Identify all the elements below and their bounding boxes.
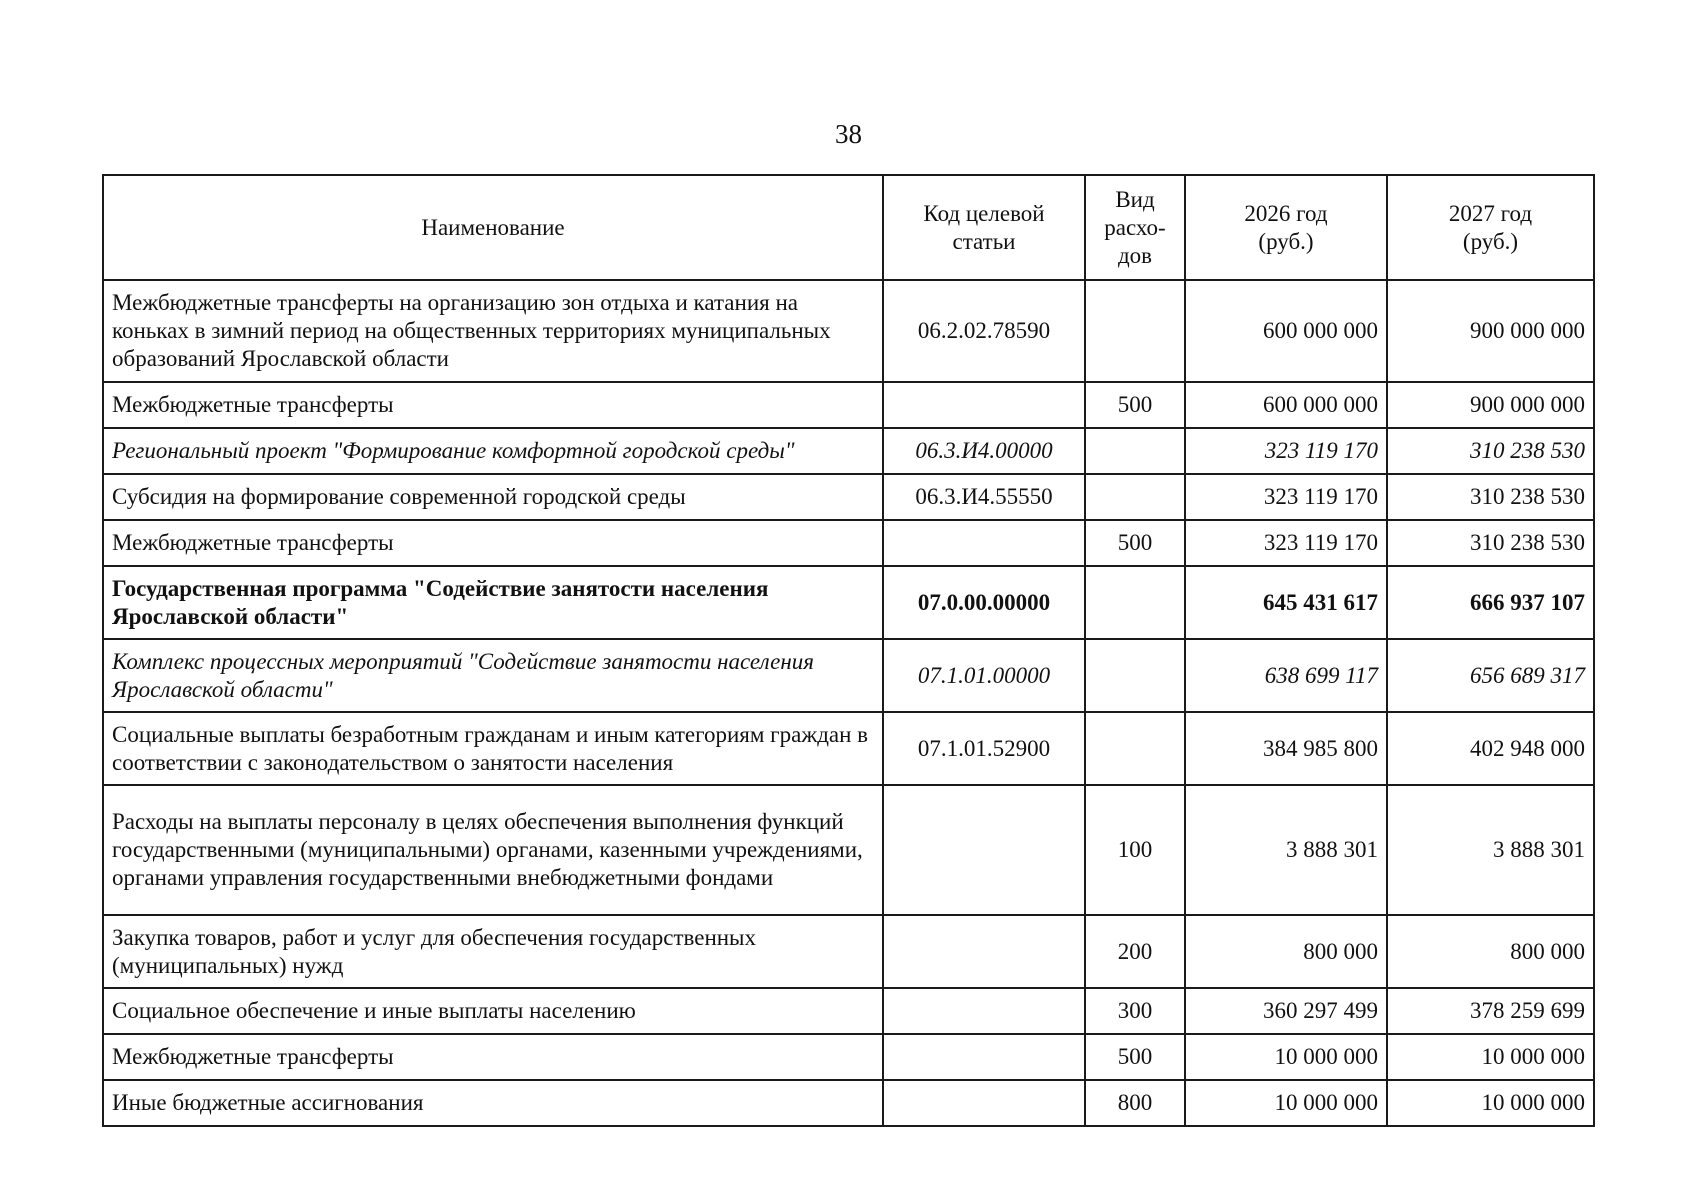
cell-2027: 310 238 530 bbox=[1387, 474, 1594, 520]
table-header bbox=[103, 175, 1594, 280]
cell-2026: 3 888 301 bbox=[1185, 785, 1387, 915]
cell-code: 07.1.01.00000 bbox=[883, 639, 1085, 712]
cell-2027: 378 259 699 bbox=[1387, 988, 1594, 1034]
cell-2026: 323 119 170 bbox=[1185, 474, 1387, 520]
cell-2027: 900 000 000 bbox=[1387, 382, 1594, 428]
table-row bbox=[103, 280, 1594, 382]
cell-name: Региональный проект "Формирование комфортной городской среды" bbox=[103, 428, 883, 474]
header-2026: 2026 год (руб.) bbox=[1185, 175, 1387, 280]
cell-2027: 3 888 301 bbox=[1387, 785, 1594, 915]
cell-code: 06.3.И4.00000 bbox=[883, 428, 1085, 474]
cell-2027: 402 948 000 bbox=[1387, 712, 1594, 785]
cell-code bbox=[883, 1034, 1085, 1080]
cell-type: 500 bbox=[1085, 382, 1185, 428]
header-2027: 2027 год (руб.) bbox=[1387, 175, 1594, 280]
table-row bbox=[103, 785, 1594, 915]
cell-2026: 323 119 170 bbox=[1185, 428, 1387, 474]
cell-type bbox=[1085, 280, 1185, 382]
cell-name: Расходы на выплаты персоналу в целях обеспечения выполнения функций государственными (муниципальными) органами, казенными учреждениями, органами управления государственными внебюджетными фондами bbox=[103, 785, 883, 915]
page-number: 38 bbox=[835, 119, 862, 149]
cell-name: Социальные выплаты безработным гражданам и иным категориям граждан в соответствии с законодательством о занятости населения bbox=[103, 712, 883, 785]
cell-type: 100 bbox=[1085, 785, 1185, 915]
cell-code bbox=[883, 915, 1085, 988]
cell-2026: 384 985 800 bbox=[1185, 712, 1387, 785]
table-row bbox=[103, 988, 1594, 1034]
cell-name: Межбюджетные трансферты bbox=[103, 382, 883, 428]
cell-code bbox=[883, 988, 1085, 1034]
cell-2027: 656 689 317 bbox=[1387, 639, 1594, 712]
cell-2026: 10 000 000 bbox=[1185, 1080, 1387, 1126]
cell-name: Субсидия на формирование современной городской среды bbox=[103, 474, 883, 520]
cell-code: 06.3.И4.55550 bbox=[883, 474, 1085, 520]
table-row bbox=[103, 712, 1594, 785]
table-row bbox=[103, 1080, 1594, 1126]
cell-2027: 666 937 107 bbox=[1387, 566, 1594, 639]
cell-code bbox=[883, 785, 1085, 915]
cell-type: 800 bbox=[1085, 1080, 1185, 1126]
table-body bbox=[103, 280, 1594, 1126]
cell-2026: 600 000 000 bbox=[1185, 280, 1387, 382]
table-row bbox=[103, 1034, 1594, 1080]
table-row bbox=[103, 382, 1594, 428]
cell-code bbox=[883, 1080, 1085, 1126]
table-row bbox=[103, 520, 1594, 566]
cell-code: 06.2.02.78590 bbox=[883, 280, 1085, 382]
cell-2027: 310 238 530 bbox=[1387, 428, 1594, 474]
cell-name: Межбюджетные трансферты bbox=[103, 520, 883, 566]
table-row bbox=[103, 639, 1594, 712]
budget-table bbox=[102, 174, 1595, 1127]
table-row bbox=[103, 915, 1594, 988]
cell-name: Межбюджетные трансферты bbox=[103, 1034, 883, 1080]
table-row bbox=[103, 428, 1594, 474]
cell-type bbox=[1085, 428, 1185, 474]
header-row bbox=[103, 175, 1594, 280]
cell-2027: 10 000 000 bbox=[1387, 1034, 1594, 1080]
cell-2027: 900 000 000 bbox=[1387, 280, 1594, 382]
cell-code bbox=[883, 520, 1085, 566]
cell-name: Закупка товаров, работ и услуг для обеспечения государственных (муниципальных) нужд bbox=[103, 915, 883, 988]
cell-type bbox=[1085, 566, 1185, 639]
cell-type: 500 bbox=[1085, 520, 1185, 566]
table-row bbox=[103, 474, 1594, 520]
cell-type: 500 bbox=[1085, 1034, 1185, 1080]
cell-2026: 360 297 499 bbox=[1185, 988, 1387, 1034]
cell-name: Государственная программа "Содействие занятости населения Ярославской области" bbox=[103, 566, 883, 639]
cell-name: Иные бюджетные ассигнования bbox=[103, 1080, 883, 1126]
cell-2026: 10 000 000 bbox=[1185, 1034, 1387, 1080]
cell-2027: 800 000 bbox=[1387, 915, 1594, 988]
cell-type bbox=[1085, 474, 1185, 520]
cell-2026: 638 699 117 bbox=[1185, 639, 1387, 712]
cell-type bbox=[1085, 712, 1185, 785]
header-type: Вид расхо-дов bbox=[1085, 175, 1185, 280]
cell-code: 07.1.01.52900 bbox=[883, 712, 1085, 785]
header-name: Наименование bbox=[103, 175, 883, 280]
cell-type: 300 bbox=[1085, 988, 1185, 1034]
cell-name: Межбюджетные трансферты на организацию зон отдыха и катания на коньках в зимний период на общественных территориях муниципальных образований Ярославской области bbox=[103, 280, 883, 382]
cell-2026: 800 000 bbox=[1185, 915, 1387, 988]
cell-2026: 645 431 617 bbox=[1185, 566, 1387, 639]
cell-2026: 600 000 000 bbox=[1185, 382, 1387, 428]
cell-name: Социальное обеспечение и иные выплаты населению bbox=[103, 988, 883, 1034]
cell-2027: 10 000 000 bbox=[1387, 1080, 1594, 1126]
cell-name: Комплекс процессных мероприятий "Содействие занятости населения Ярославской области" bbox=[103, 639, 883, 712]
table-row bbox=[103, 566, 1594, 639]
cell-type: 200 bbox=[1085, 915, 1185, 988]
cell-code: 07.0.00.00000 bbox=[883, 566, 1085, 639]
header-code: Код целевой статьи bbox=[883, 175, 1085, 280]
cell-2026: 323 119 170 bbox=[1185, 520, 1387, 566]
cell-type bbox=[1085, 639, 1185, 712]
cell-2027: 310 238 530 bbox=[1387, 520, 1594, 566]
cell-code bbox=[883, 382, 1085, 428]
